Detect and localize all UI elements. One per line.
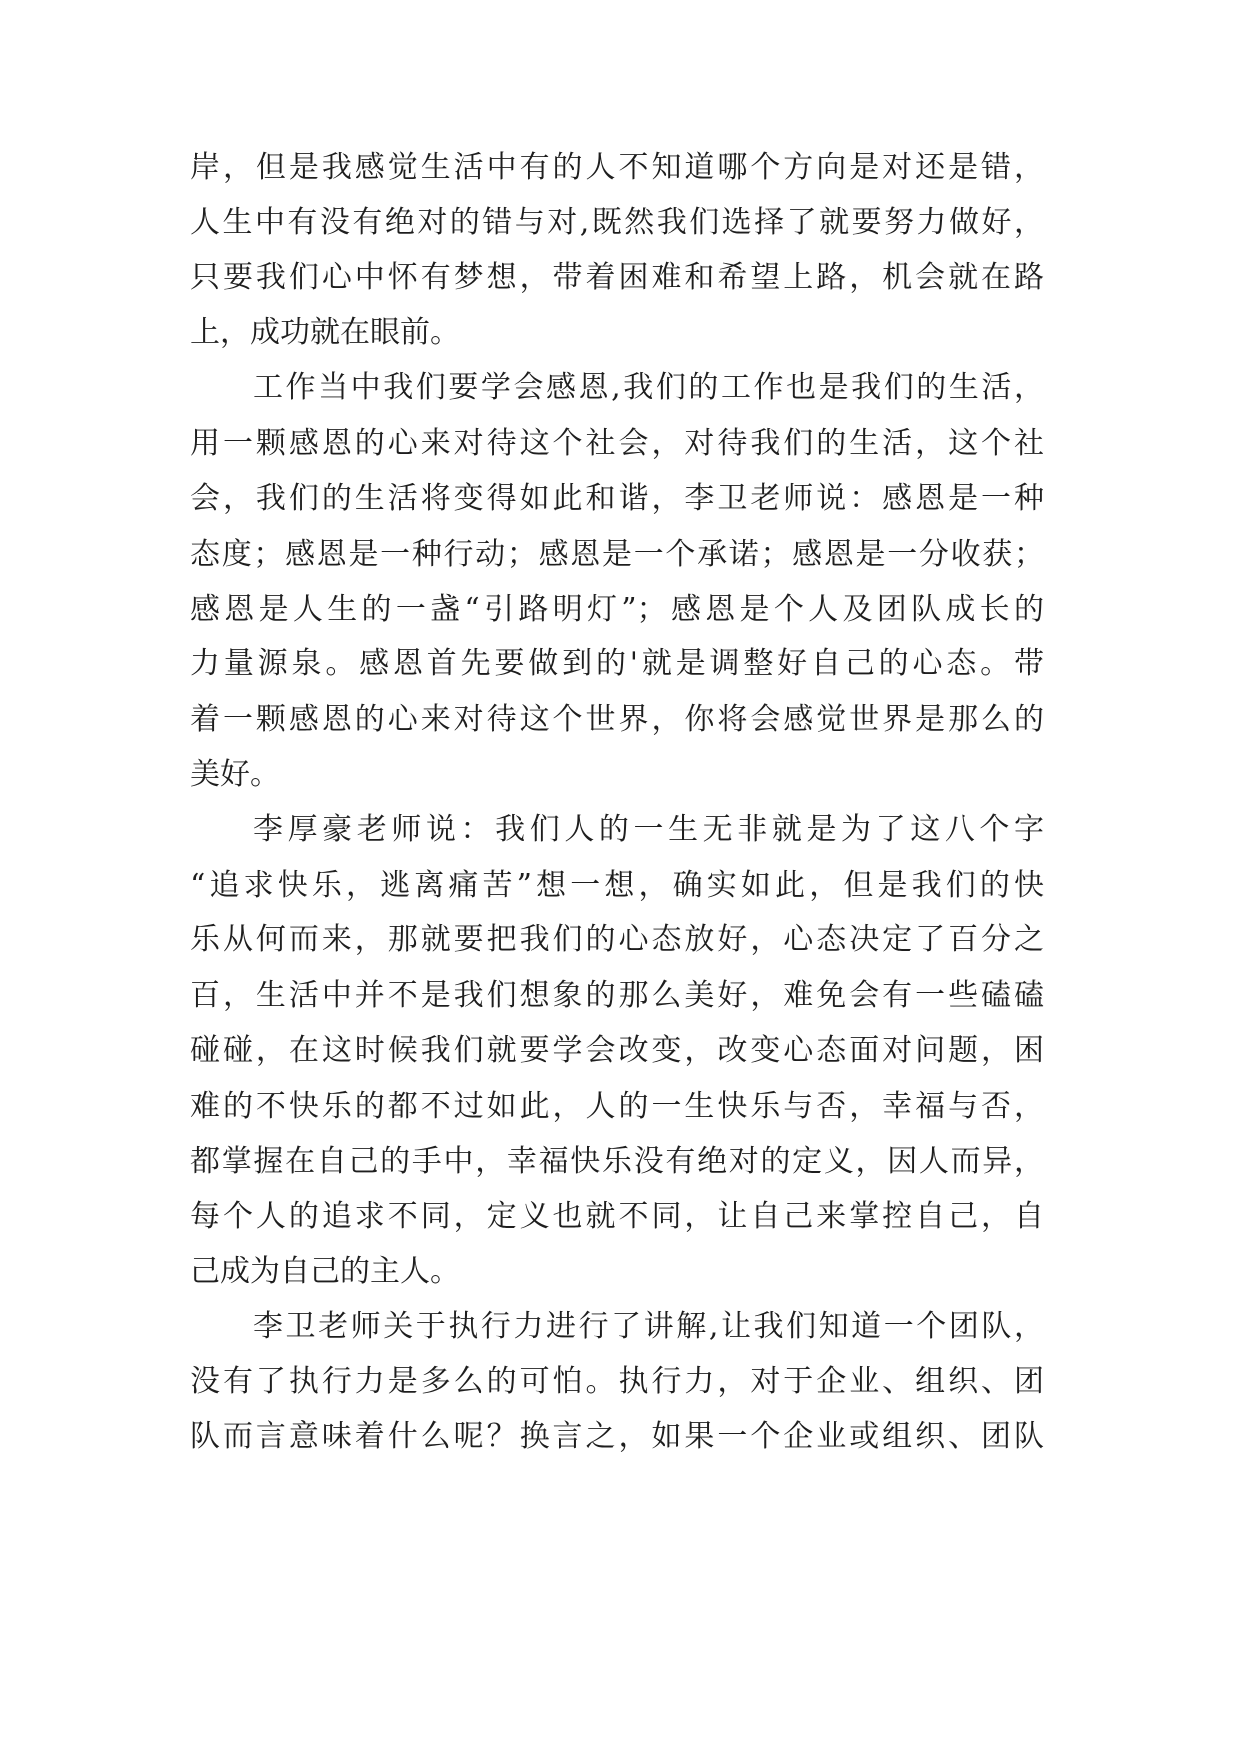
text-line: 乐从何而来，那就要把我们的心态放好，心态决定了百分之 (190, 922, 1044, 957)
paragraph-first-line: 工作当中我们要学会感恩,我们的工作也是我们的生活， (253, 370, 1044, 405)
text-line: 着一颗感恩的心来对待这个世界，你将会感觉世界是那么的 (190, 702, 1044, 737)
text-line: 美好。 (190, 757, 280, 792)
text-line: 会，我们的生活将变得如此和谐，李卫老师说：感恩是一种 (190, 481, 1044, 516)
text-line: 都掌握在自己的手中，幸福快乐没有绝对的定义，因人而异， (190, 1144, 1044, 1179)
text-line: 感恩是人生的一盏“引路明灯”；感恩是个人及团队成长的 (190, 592, 1044, 627)
text-line: 上，成功就在眼前。 (190, 315, 460, 350)
text-line: 百，生活中并不是我们想象的那么美好，难免会有一些磕磕 (190, 978, 1044, 1013)
text-line: 只要我们心中怀有梦想，带着困难和希望上路，机会就在路 (190, 260, 1044, 295)
text-line: 己成为自己的主人。 (190, 1254, 460, 1289)
text-line: 岸，但是我感觉生活中有的人不知道哪个方向是对还是错， (190, 150, 1044, 185)
text-line: 人生中有没有绝对的错与对,既然我们选择了就要努力做好， (190, 205, 1044, 240)
text-line: 没有了执行力是多么的可怕。执行力，对于企业、组织、团 (190, 1364, 1044, 1399)
text-line: 难的不快乐的都不过如此，人的一生快乐与否，幸福与否， (190, 1089, 1044, 1124)
text-line: 队而言意味着什么呢？换言之，如果一个企业或组织、团队 (190, 1419, 1044, 1454)
text-line: 力量源泉。感恩首先要做到的'就是调整好自己的心态。带 (190, 646, 1044, 681)
text-line: 碰碰，在这时候我们就要学会改变，改变心态面对问题，困 (190, 1033, 1044, 1068)
paragraph-first-line: 李卫老师关于执行力进行了讲解,让我们知道一个团队， (253, 1309, 1044, 1344)
text-line: 态度；感恩是一种行动；感恩是一个承诺；感恩是一分收获； (190, 537, 1044, 572)
paragraph-first-line: 李厚豪老师说：我们人的一生无非就是为了这八个字 (253, 812, 1044, 847)
text-line: 用一颗感恩的心来对待这个社会，对待我们的生活，这个社 (190, 426, 1044, 461)
text-line: 每个人的追求不同，定义也就不同，让自己来掌控自己，自 (190, 1199, 1044, 1234)
text-line: “追求快乐，逃离痛苦”想一想，确实如此，但是我们的快 (190, 868, 1044, 903)
